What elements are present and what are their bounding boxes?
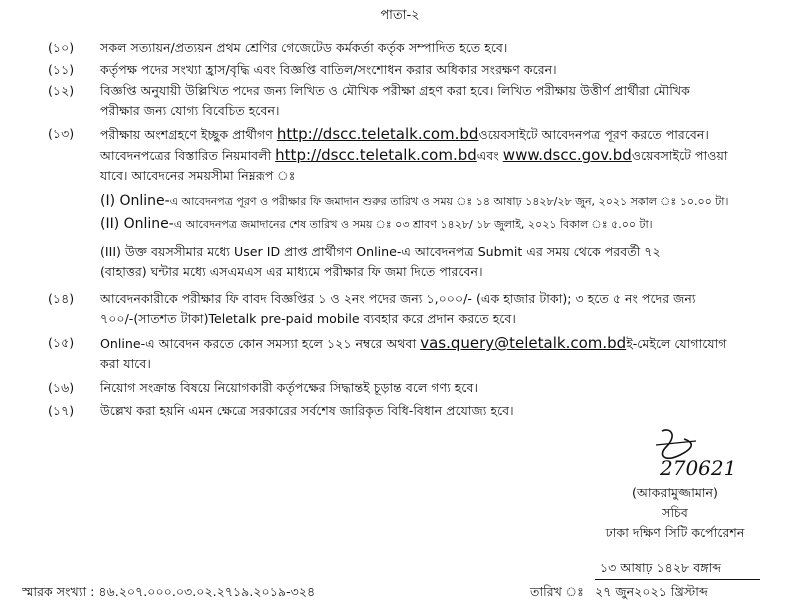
svg-text:270621: 270621 [660,456,737,480]
gregorian-date: ২৭ জুন২০২১ খ্রিস্টাব্দ [595,584,708,599]
support-email-link[interactable]: vas.query@teletalk.com.bd [420,334,627,352]
clause-text: কর্তৃপক্ষ পদের সংখ্যা হ্রাস/বৃদ্ধি এবং বিজ্ঞপ্তি বাতিল/সংশোধন করার অধিকার সংরক্ষণ করেন। [100,62,557,77]
memo-number: স্মারক সংখ্যা : ৪৬.২০৭.০০০.০৩.০২.২৭১৯.২০১৯-৩২৪ [22,584,316,599]
clause-number: (১৪) [48,291,75,306]
schedule-item-1: (I) Online-এ আবেদনপত্র পূরণ ও পরীক্ষার ফি জমাদান শুরুর তারিখ ও সময় ঃ ১৪ আষাঢ় ১৪২৮/২৮ জুন, ২০২১ সকাল ঃ ১০.০০ টা। [100,193,729,209]
signatory-name: (আকরামুজ্জামান) [632,485,718,500]
clause-text: সকল সত্যায়ন/প্রত্যয়ন প্রথম শ্রেণির গেজেটেড কর্মকর্তা কর্তৃক সম্পাদিত হতে হবে। [100,40,508,55]
schedule-item-2: (II) Online-এ আবেদনপত্র জমাদানের শেষ তারিখ ও সময় ঃ ০৩ শ্রাবণ ১৪২৮/ ১৮ জুলাই, ২০২১ বিকাল ঃ ৫.০০ টা। [100,216,653,232]
clause-11 [18,60,786,80]
clause-number: (১৩) [48,126,75,141]
clause-12 [18,81,786,121]
clause-text: আবেদনকারীকে পরীক্ষার ফি বাবদ বিজ্ঞপ্তির ১ ও ২নং পদের জন্য ১,০০০/- (এক হাজার টাকা); ৩ হতে ৫ নং পদের জন্য ৭০০/-(সাতশত টাকা)Teletalk pre-paid mobile ব্যবহার করে প্রদান করতে হবে। [100,291,696,326]
clause-number: (১৭) [48,403,75,418]
page-number: পাতা-২ [380,8,420,23]
clause-10 [18,38,786,58]
clause-text: Online-এ আবেদন করতে কোন সমস্যা হলে ১২১ নম্বরে অথবা vas.query@teletalk.com.bdই-মেইলে যোগাযোগ করা যাবে। [100,334,727,371]
apply-link[interactable]: http://dscc.teletalk.com.bd [276,125,479,143]
signatory-office: ঢাকা দক্ষিণ সিটি কর্পোরেশন [605,525,745,540]
clause-14 [18,289,786,329]
teletalk-link[interactable]: http://dscc.teletalk.com.bd [275,146,477,164]
clause-text: বিজ্ঞপ্তি অনুযায়ী উল্লিখিত পদের জন্য লিখিত ও মৌখিক পরীক্ষা গ্রহণ করা হবে। লিখিত পরীক্ষায় উত্তীর্ণ প্রার্থীরা মৌখিক পরীক্ষার জন্য যোগ্য বিবেচিত হবেন। [100,83,690,118]
clause-17 [18,401,786,421]
clause-number: (১৬) [48,380,75,395]
date-label: তারিখ ঃ [530,584,584,599]
clause-number: (১২) [48,83,75,98]
signature-scribble [600,425,790,485]
clause-text: নিয়োগ সংক্রান্ত বিষয়ে নিয়োগকারী কর্তৃপক্ষের সিদ্ধান্তই চূড়ান্ত বলে গণ্য হবে। [100,380,478,395]
clause-text: পরীক্ষায় অংশগ্রহণে ইচ্ছুক প্রার্থীগণ http://dscc.teletalk.com.bdওয়েবসাইটে আবেদনপত্র পূরণ করতে পারবেন। আবেদনপত্রের বিস্তারিত নিয়মাবলী http://dscc.teletalk.com.bdএবং www.dscc.gov.bdওয়েবসাইটে পাওয়া যাবে। আবেদনের সময়সীমা নিম্নরূপ ঃ [100,125,728,183]
dscc-website-link[interactable]: www.dscc.gov.bd [502,146,632,164]
clause-number: (১১) [48,62,75,77]
signatory-designation: সচিব [662,505,688,520]
clause-text: উল্লেখ করা হয়নি এমন ক্ষেত্রে সরকারের সর্বশেষ জারিকৃত বিধি-বিধান প্রযোজ্য হবে। [100,403,514,418]
clause-number: (১৫) [48,335,75,350]
handwritten-signature [600,425,790,485]
bangla-date: ১৩ আষাঢ় ১৪২৮ বঙ্গাব্দ [600,560,722,575]
date-divider [595,579,760,580]
schedule-item-3: (III) উক্ত বয়সসীমার মধ্যে User ID প্রাপ্ত প্রার্থীগণ Online-এ আবেদনপত্র Submit এর সময় থেকে পরবর্তী ৭২ (বাহাত্তর) ঘন্টার মধ্যে এসএমএস এর মাধ্যমে পরীক্ষার ফি জমা দিতে পারবেন। [100,244,661,279]
clause-number: (১০) [48,40,75,55]
clause-16 [18,378,786,398]
clause-15 [18,333,786,373]
